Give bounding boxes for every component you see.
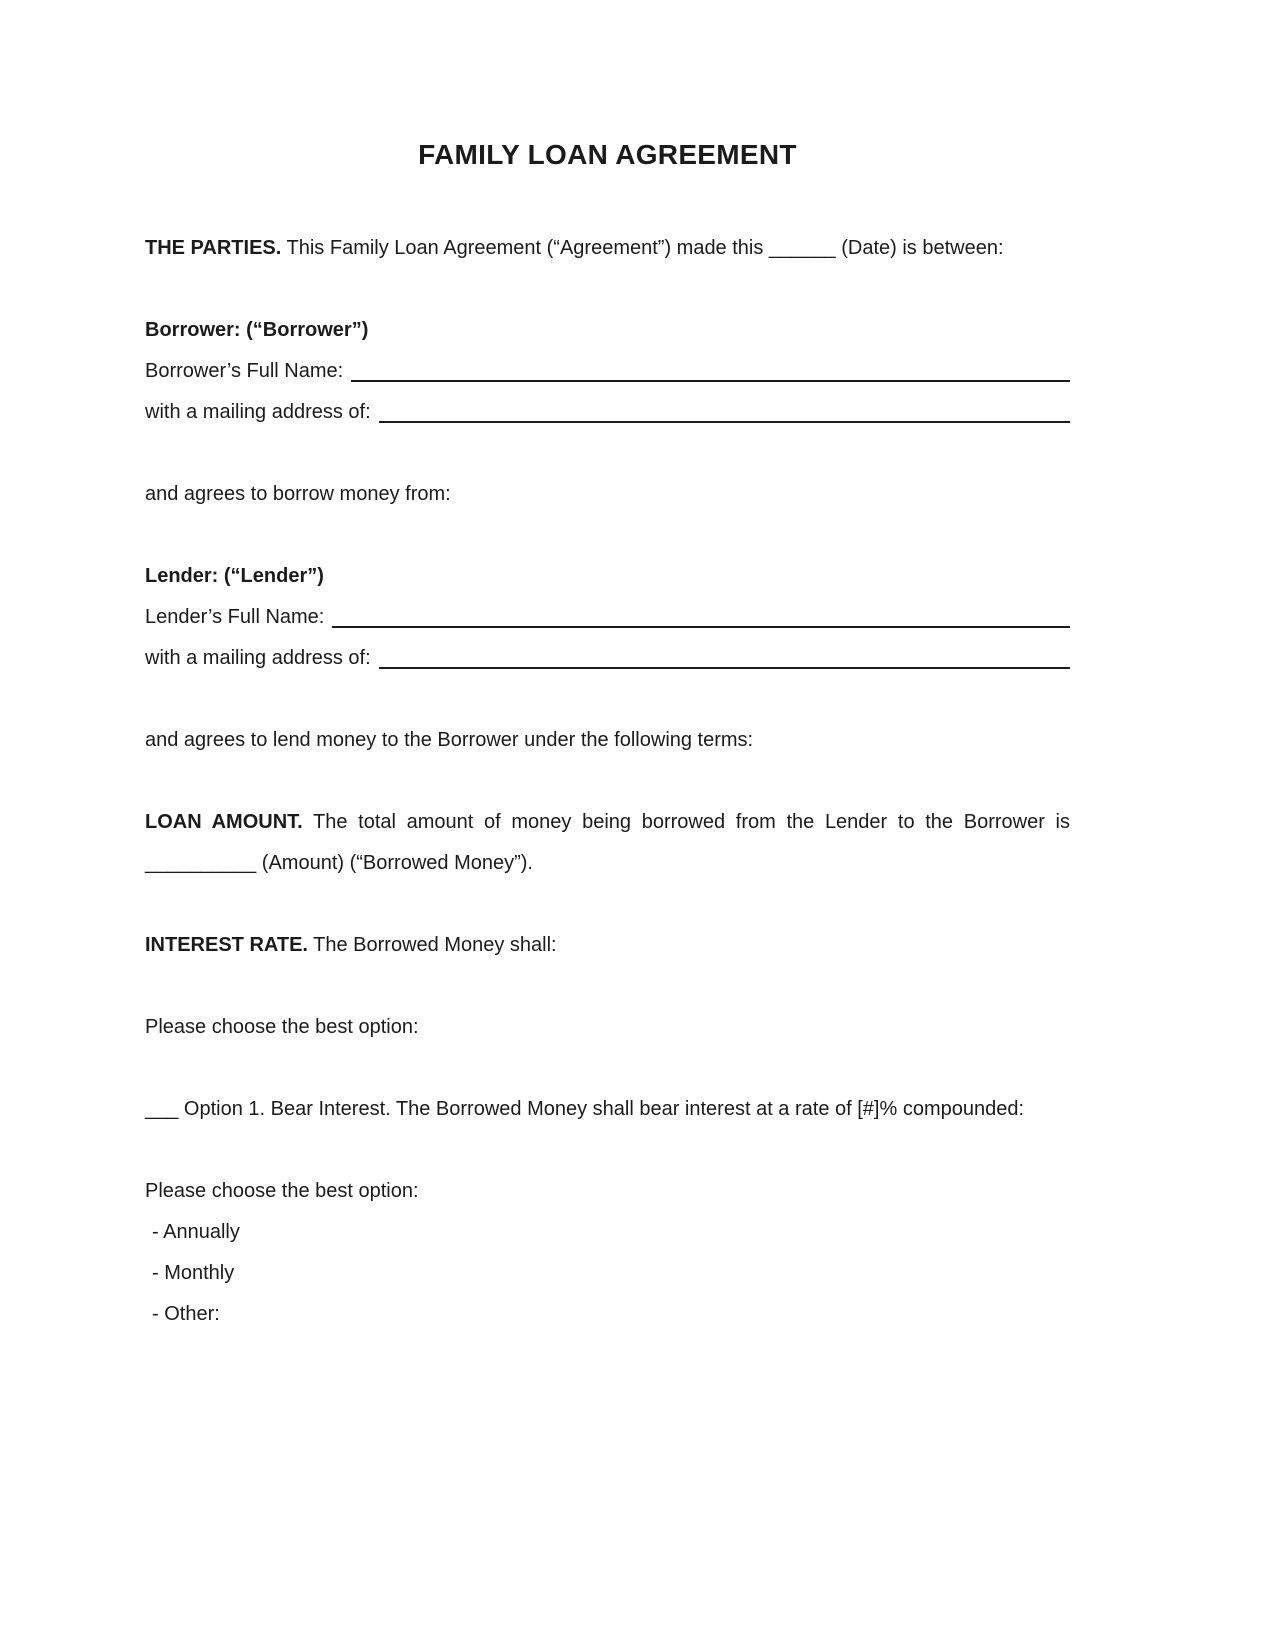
compound-prompt: Please choose the best option: — [145, 1180, 419, 1202]
compound-option-monthly: - Monthly — [152, 1262, 235, 1284]
loan-amount-paragraph — [145, 802, 1070, 884]
document-title: FAMILY LOAN AGREEMENT — [418, 139, 797, 170]
lender-address-blank — [379, 667, 1070, 669]
compound-options-block — [145, 1171, 1070, 1335]
interest-rate-lead: INTEREST RATE. — [145, 934, 308, 956]
borrower-address-blank — [379, 421, 1070, 423]
option1-paragraph: ___ Option 1. Bear Interest. The Borrowed Money shall bear interest at a rate of [#]% compounded: — [145, 1098, 1025, 1120]
interest-rate-paragraph — [145, 925, 1070, 966]
borrower-block — [145, 310, 1070, 433]
lend-terms-text: and agrees to lend money to the Borrower under the following terms: — [145, 729, 754, 751]
lender-block — [145, 556, 1070, 679]
lender-name-row — [145, 597, 1070, 638]
lender-address-row — [145, 638, 1070, 679]
borrower-name-blank — [351, 380, 1070, 382]
parties-text: This Family Loan Agreement (“Agreement”) made this ______ (Date) is between: — [281, 237, 1004, 259]
lender-heading: Lender: (“Lender”) — [145, 565, 324, 587]
choose-option-prompt: Please choose the best option: — [145, 1016, 419, 1038]
loan-amount-text: The total amount of money being borrowed from the Lender to the Borrower is __________ (Amount) (“Borrowed Money”). — [145, 811, 1070, 874]
borrow-from-text: and agrees to borrow money from: — [145, 483, 451, 505]
parties-paragraph — [145, 228, 1070, 269]
parties-lead: THE PARTIES. — [145, 237, 282, 259]
borrower-heading: Borrower: (“Borrower”) — [145, 319, 369, 341]
borrower-address-row — [145, 392, 1070, 433]
lender-name-label: Lender’s Full Name: — [145, 606, 325, 628]
lender-address-label: with a mailing address of: — [145, 647, 371, 669]
borrower-address-label: with a mailing address of: — [145, 401, 371, 423]
borrower-name-label: Borrower’s Full Name: — [145, 360, 344, 382]
borrower-name-row — [145, 351, 1070, 392]
compound-option-annually: - Annually — [152, 1221, 240, 1243]
interest-rate-text: The Borrowed Money shall: — [307, 934, 557, 956]
loan-amount-lead: LOAN AMOUNT. — [145, 811, 303, 833]
compound-option-other: - Other: — [152, 1303, 220, 1325]
lender-name-blank — [332, 626, 1070, 628]
compound-options-list — [145, 1212, 1070, 1335]
